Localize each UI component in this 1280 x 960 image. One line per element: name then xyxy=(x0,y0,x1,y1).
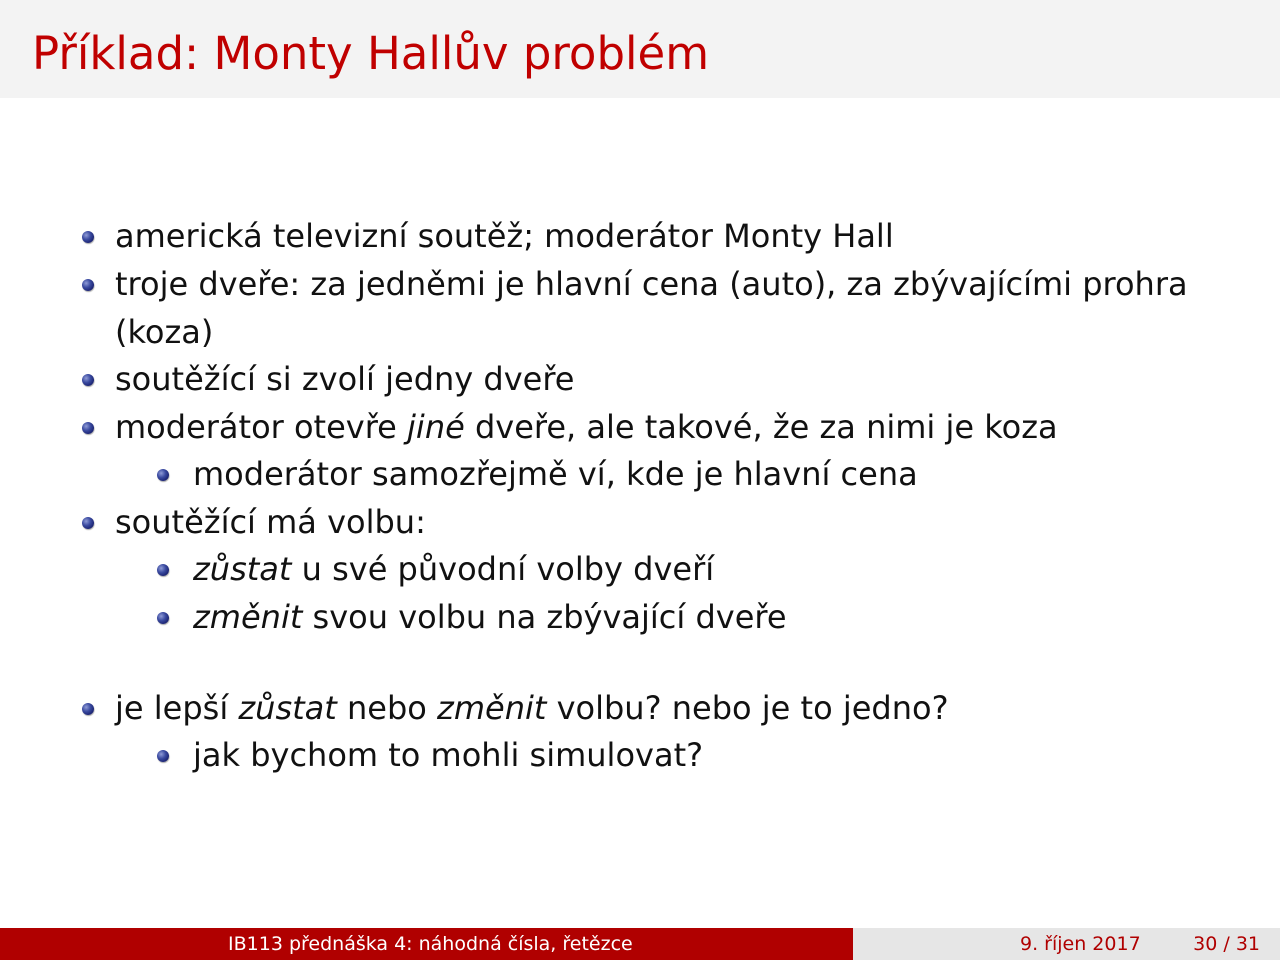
list-item-text: svou volbu na zbývající dveře xyxy=(302,598,787,636)
slide-title: Příklad: Monty Hallův problém xyxy=(32,27,710,80)
list-item-text: soutěžící si zvolí jedny dveře xyxy=(115,360,575,398)
list-item-text: jak bychom to mohli simulovat? xyxy=(193,736,704,774)
list-item xyxy=(115,403,1235,451)
list-item-text: moderátor otevře xyxy=(115,408,408,446)
bullet-icon xyxy=(82,703,94,715)
bullet-icon xyxy=(82,279,94,291)
footer-date: 9. říjen 2017 xyxy=(1020,933,1141,955)
list-item-text: je lepší xyxy=(115,689,239,727)
bullet-icon xyxy=(82,422,94,434)
list-item xyxy=(115,498,1235,546)
emphasis-text: zůstat xyxy=(238,689,337,727)
list-item-text: soutěžící má volbu: xyxy=(115,503,426,541)
list-item-text: moderátor samozřejmě ví, kde je hlavní cena xyxy=(193,455,918,493)
sub-list-item xyxy=(193,450,1233,498)
sub-list-item xyxy=(193,731,1233,779)
list-item xyxy=(115,260,1235,356)
list-item xyxy=(115,355,1235,403)
emphasis-text: jiné xyxy=(407,408,465,446)
list-item-text: dveře, ale takové, že za nimi je koza xyxy=(464,408,1058,446)
bullet-icon xyxy=(82,231,94,243)
bullet-icon xyxy=(157,750,169,762)
list-item xyxy=(115,212,1235,260)
slide-footer xyxy=(0,928,1280,960)
list-item-text: americká televizní soutěž; moderátor Monty Hall xyxy=(115,217,894,255)
frame-title-bar xyxy=(0,0,1280,98)
footer-page-number: 30 / 31 xyxy=(1193,933,1260,955)
bullet-icon xyxy=(82,374,94,386)
list-item-text: volbu? nebo je to jedno? xyxy=(546,689,949,727)
bullet-icon xyxy=(157,564,169,576)
bullet-icon xyxy=(157,469,169,481)
emphasis-text: změnit xyxy=(193,598,303,636)
emphasis-text: změnit xyxy=(437,689,547,727)
list-item-text: u své původní volby dveří xyxy=(291,550,715,588)
footer-course-title: IB113 přednáška 4: náhodná čísla, řetězce xyxy=(228,933,633,955)
emphasis-text: zůstat xyxy=(193,550,292,588)
list-item xyxy=(115,684,1235,732)
sub-list-item xyxy=(193,545,1233,593)
list-item-text: nebo xyxy=(336,689,438,727)
footer-course-panel xyxy=(0,928,853,960)
bullet-icon xyxy=(157,612,169,624)
list-item-text: troje dveře: za jedněmi je hlavní cena (auto), za zbývajícími prohra (koza) xyxy=(115,265,1188,351)
footer-info-panel xyxy=(853,928,1280,960)
bullet-icon xyxy=(82,517,94,529)
sub-list-item xyxy=(193,593,1233,641)
